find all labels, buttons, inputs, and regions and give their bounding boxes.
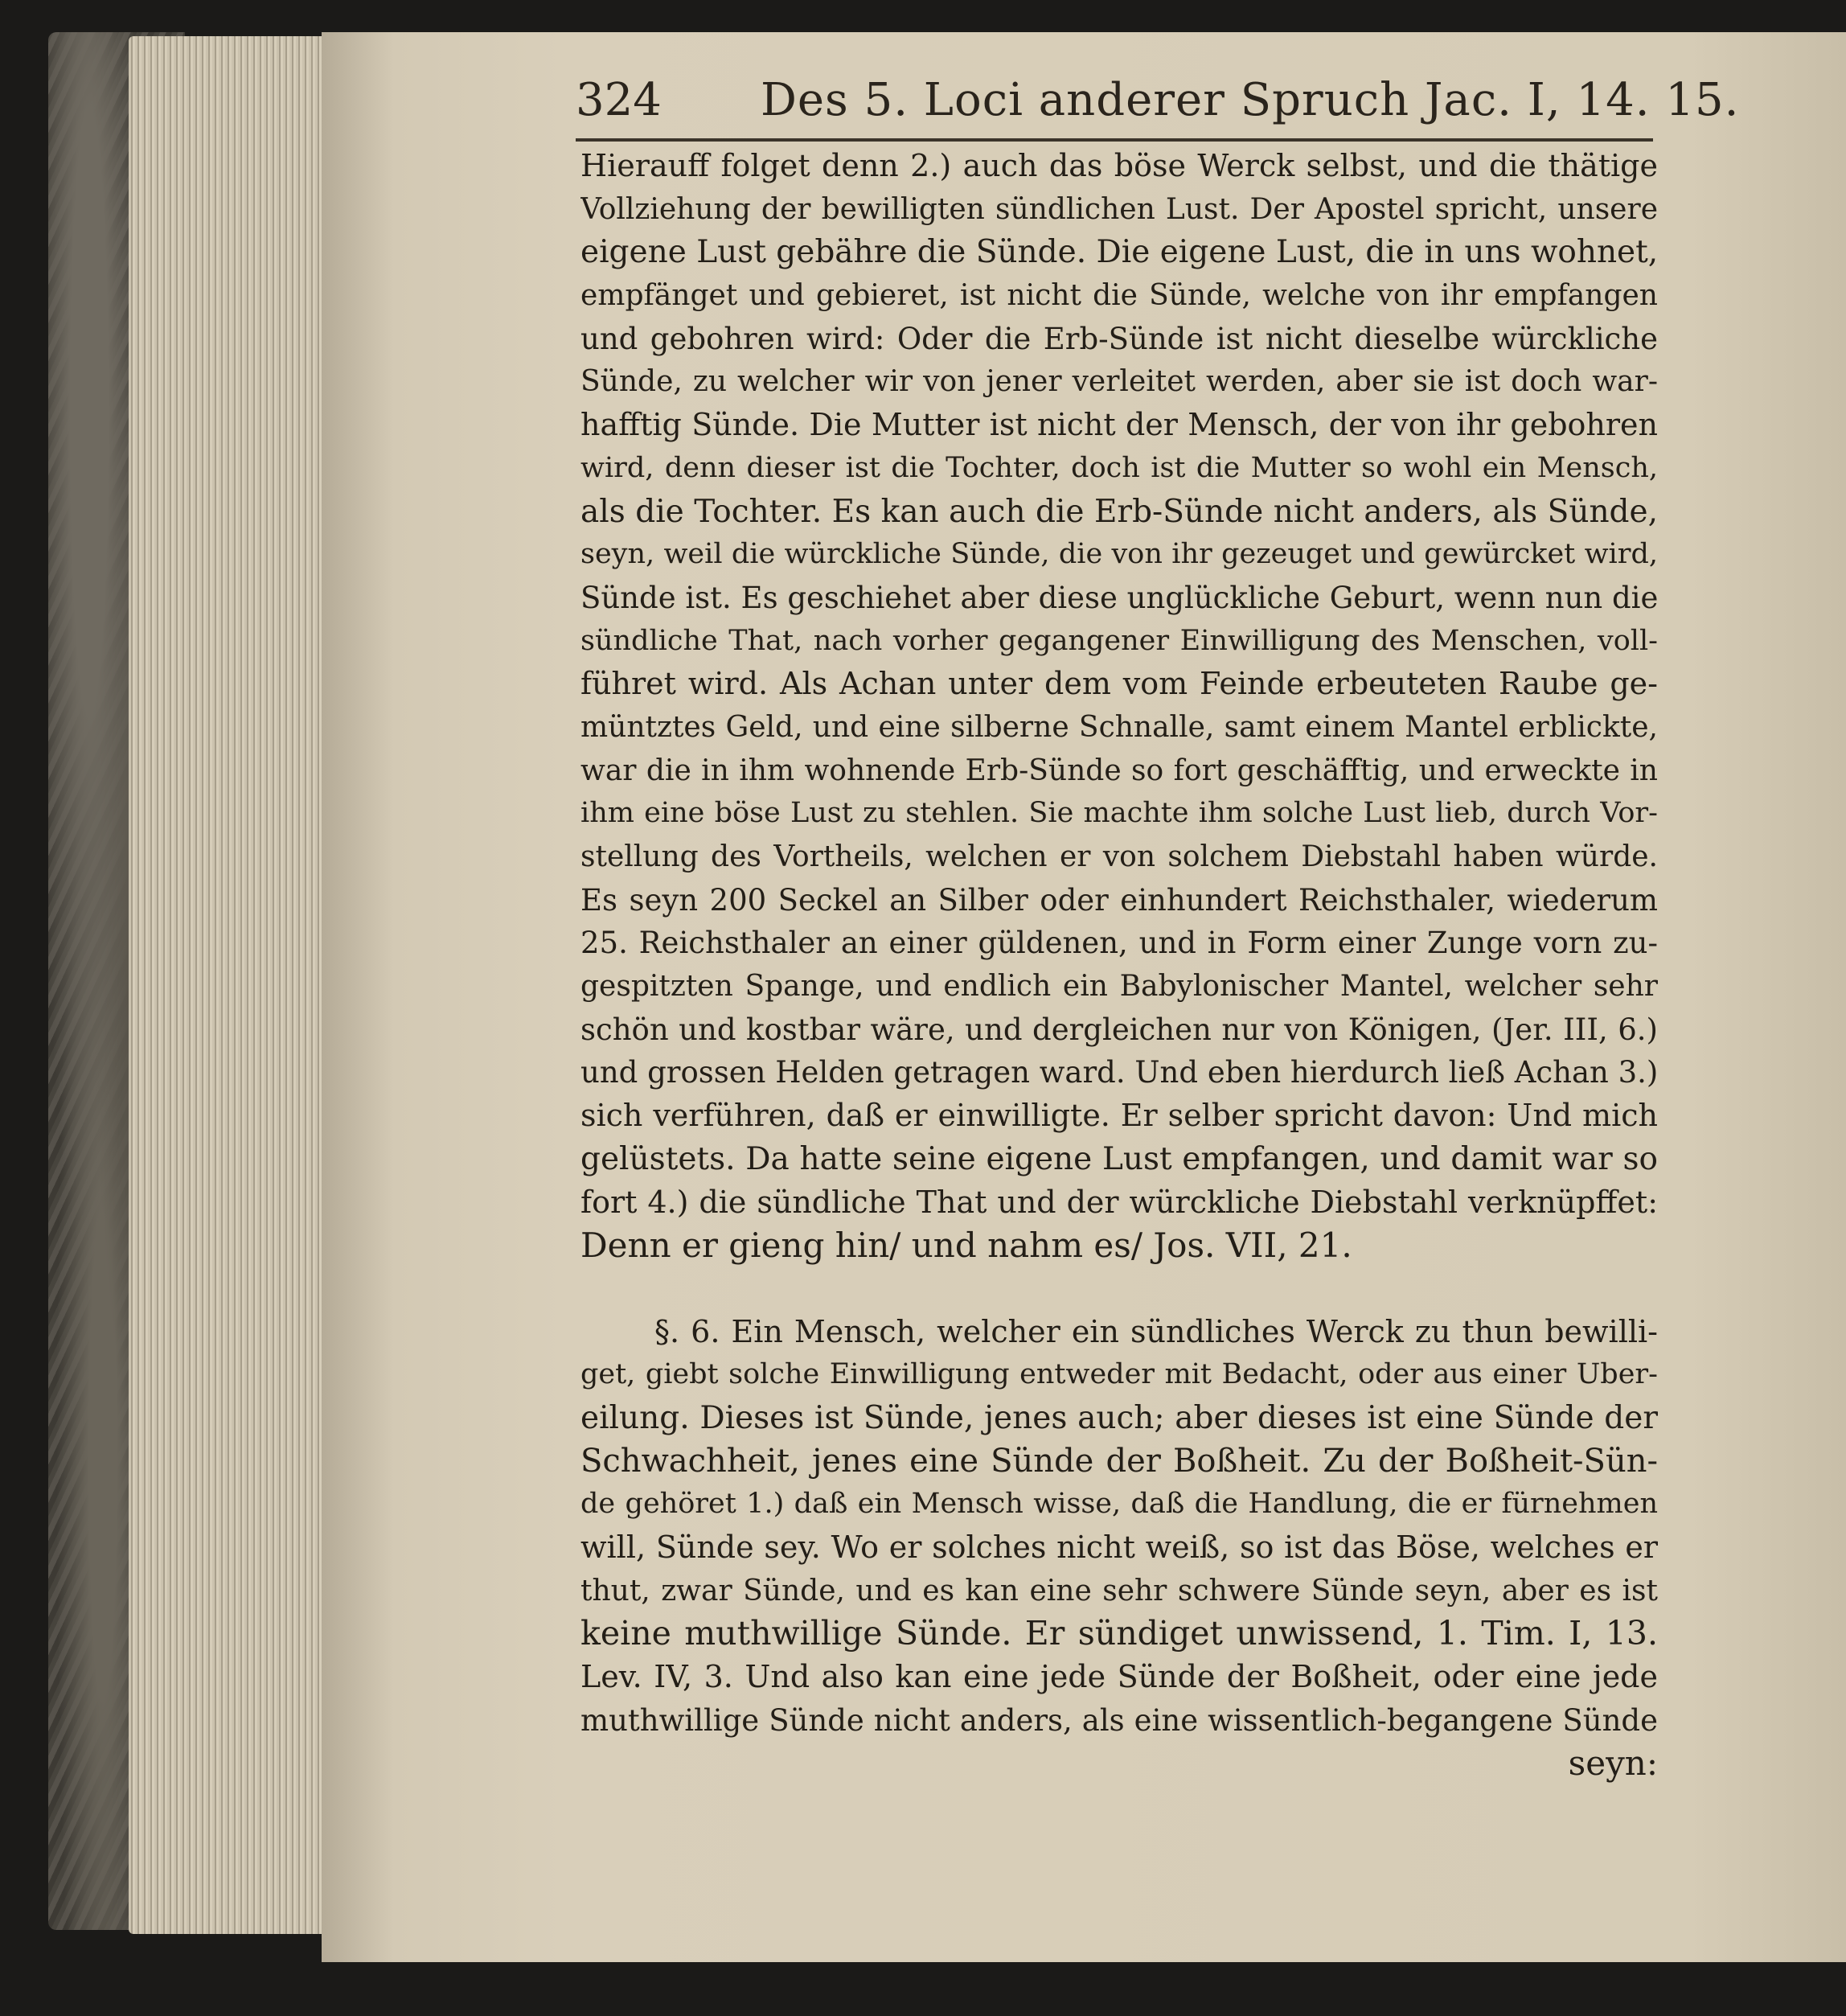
- text-line: fort 4.) die sündliche That und der würckliche Diebstahl verknüpffet:: [580, 1184, 1658, 1220]
- paragraph-1: [580, 145, 1658, 1267]
- text-line: Denn er gieng hin/ und nahm es/ Jos. VII, 21.: [580, 1226, 1352, 1266]
- body-text: [580, 145, 1658, 1785]
- text-line: keine muthwillige Sünde. Er sündiget unwissend, 1. Tim. I, 13.: [580, 1614, 1658, 1653]
- text-line: Lev. IV, 3. Und also kan eine jede Sünde der Boßheit, oder eine jede: [580, 1659, 1658, 1695]
- text-line: schön und kostbar wäre, und dergleichen nur von Königen, (Jer. III, 6.): [580, 1012, 1658, 1047]
- text-line: war die in ihm wohnende Erb-Sünde so fort geschäfftig, und erweckte in: [580, 753, 1658, 787]
- text-line: und gebohren wird: Oder die Erb-Sünde ist nicht dieselbe würckliche: [580, 321, 1658, 356]
- text-line: eigene Lust gebähre die Sünde. Die eigene Lust, die in uns wohnet,: [580, 234, 1658, 271]
- text-line: seyn, weil die würckliche Sünde, die von ihr gezeuget und gewürcket wird,: [580, 538, 1658, 571]
- text-line: ihm eine böse Lust zu stehlen. Sie machte ihm solche Lust lieb, durch Vor-: [580, 797, 1658, 830]
- text-line: führet wird. Als Achan unter dem vom Feinde erbeuteten Raube ge-: [580, 666, 1658, 702]
- text-line: de gehöret 1.) daß ein Mensch wisse, daß die Handlung, die er fürnehmen: [580, 1488, 1658, 1521]
- text-line: Vollziehung der bewilligten sündlichen Lust. Der Apostel spricht, unsere: [580, 192, 1658, 226]
- text-line: Hierauff folget denn 2.) auch das böse Werck selbst, und die thätige: [580, 148, 1658, 183]
- running-head: [576, 74, 1740, 138]
- text-line: Sünde, zu welcher wir von jener verleitet werden, aber sie ist doch war-: [580, 365, 1658, 399]
- page-number: 324: [576, 74, 662, 126]
- text-line: empfänget und gebieret, ist nicht die Sünde, welche von ihr empfangen: [580, 279, 1658, 313]
- page-edges: [129, 36, 338, 1934]
- text-line: thut, zwar Sünde, und es kan eine sehr schwere Sünde seyn, aber es ist: [580, 1574, 1658, 1607]
- page-heading: Des 5. Loci anderer Spruch Jac. I, 14. 15.: [761, 74, 1740, 126]
- text-line: §. 6. Ein Mensch, welcher ein sündliches Werck zu thun bewilli-: [654, 1313, 1658, 1349]
- paragraph-2: [580, 1311, 1658, 1743]
- text-line: sündliche That, nach vorher gegangener Einwilligung des Menschen, voll-: [580, 624, 1658, 657]
- text-line: Schwachheit, jenes eine Sünde der Boßheit. Zu der Boßheit-Sün-: [580, 1442, 1658, 1480]
- catchword: seyn:: [1568, 1743, 1658, 1784]
- text-line: get, giebt solche Einwilligung entweder mit Bedacht, oder aus einer Uber-: [580, 1358, 1658, 1391]
- text-line: hafftig Sünde. Die Mutter ist nicht der Mensch, der von ihr gebohren: [580, 407, 1658, 443]
- text-line: als die Tochter. Es kan auch die Erb-Sünde nicht anders, als Sünde,: [580, 493, 1658, 530]
- text-line: eilung. Dieses ist Sünde, jenes auch; aber dieses ist eine Sünde der: [580, 1399, 1658, 1436]
- header-rule: [576, 138, 1653, 142]
- text-line: stellung des Vortheils, welchen er von solchem Diebstahl haben würde.: [580, 840, 1658, 873]
- text-line: will, Sünde sey. Wo er solches nicht weiß, so ist das Böse, welches er: [580, 1529, 1658, 1565]
- text-line: Sünde ist. Es geschiehet aber diese unglückliche Geburt, wenn nun die: [580, 580, 1658, 615]
- text-line: gelüstets. Da hatte seine eigene Lust empfangen, und damit war so: [580, 1140, 1658, 1177]
- text-line: wird, denn dieser ist die Tochter, doch ist die Mutter so wohl ein Mensch,: [580, 451, 1658, 484]
- text-line: muthwillige Sünde nicht anders, als eine wissentlich-begangene Sünde: [580, 1702, 1658, 1738]
- text-line: sich verführen, daß er einwilligte. Er selber spricht davon: Und mich: [580, 1098, 1658, 1134]
- text-line: Es seyn 200 Seckel an Silber oder einhundert Reichsthaler, wiederum: [580, 882, 1658, 918]
- paragraph-gap: [580, 1267, 1658, 1311]
- text-line: 25. Reichsthaler an einer güldenen, und in Form einer Zunge vorn zu-: [580, 926, 1658, 961]
- text-line: gespitzten Spange, und endlich ein Babylonischer Mantel, welcher sehr: [580, 970, 1658, 1004]
- text-line: und grossen Helden getragen ward. Und eben hierdurch ließ Achan 3.): [580, 1055, 1658, 1090]
- text-line: müntztes Geld, und eine silberne Schnalle, samt einem Mantel erblickte,: [580, 710, 1658, 744]
